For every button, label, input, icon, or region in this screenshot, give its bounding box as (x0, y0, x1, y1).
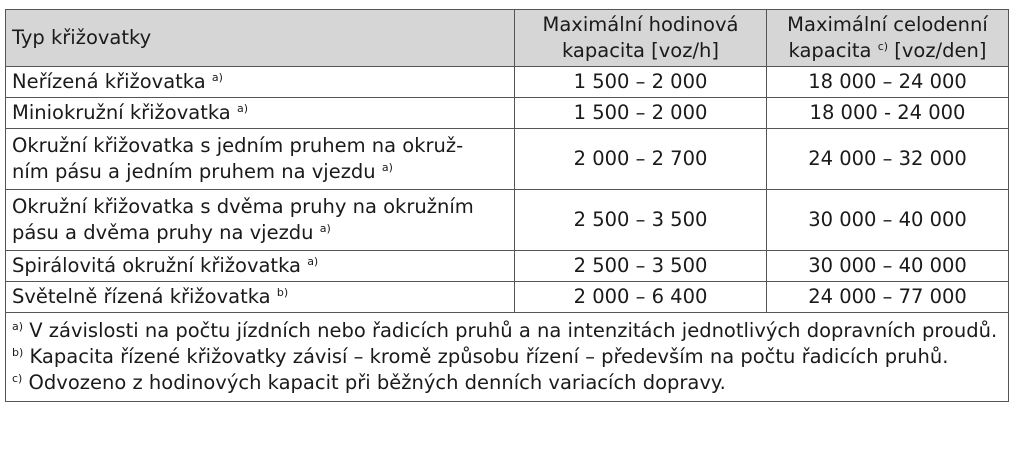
cell-hourly: 1 500 – 2 000 (515, 67, 767, 98)
cell-daily: 30 000 – 40 000 (767, 190, 1009, 251)
footnote-ref: c) (877, 40, 889, 53)
cell-daily: 18 000 – 24 000 (767, 67, 1009, 98)
footnotes-row (6, 313, 1009, 402)
table-header-row (6, 10, 1009, 67)
table-row (6, 190, 1009, 251)
cell-type: Světelně řízená křižovatka $^{b)}$ (6, 282, 515, 313)
cell-type: Spirálovitá okružní křižovatka $^{a)}$ (6, 251, 515, 282)
cell-hourly: 2 000 – 6 400 (515, 282, 767, 313)
footnote-ref: a) (319, 222, 331, 235)
cell-hourly: 2 500 – 3 500 (515, 190, 767, 251)
header-type: Typ křižovatky (6, 10, 515, 67)
table-row (6, 98, 1009, 129)
header-daily-capacity: Maximální celodenní kapacita $^{c)}$ [voz/den] (767, 10, 1009, 67)
table-row (6, 129, 1009, 190)
cell-type: Neřízená křižovatka $^{a)}$ (6, 67, 515, 98)
footnote-ref: a) (236, 102, 249, 115)
footnote-ref: b) (276, 286, 289, 299)
footnote-ref: a) (381, 161, 393, 174)
footnote-b: $^{b)}$ Kapacita řízené křižovatky závisí – kromě způsobu řízení – především na počtu řadicích pruhů. (12, 345, 949, 368)
footnote-ref: a) (211, 71, 223, 84)
table-row (6, 67, 1009, 98)
cell-type: Okružní křižovatka s dvěma pruhy na okružním pásu a dvěma pruhy na vjezdu $^{a)}$ (6, 190, 515, 251)
footnote-a: $^{a)}$ V závislosti na počtu jízdních nebo řadicích pruhů a na intenzitách jednotlivých dopravních proudů. (12, 319, 998, 342)
cell-daily: 30 000 – 40 000 (767, 251, 1009, 282)
capacity-table (5, 9, 1009, 402)
cell-type: Okružní křižovatka s jedním pruhem na okruž- ním pásu a jedním pruhem na vjezdu $^{a)}$ (6, 129, 515, 190)
header-hourly-capacity: Maximální hodinová kapacita [voz/h] (515, 10, 767, 67)
footnotes (6, 313, 1009, 402)
table-row (6, 282, 1009, 313)
cell-hourly: 2 500 – 3 500 (515, 251, 767, 282)
footnote-c: $^{c)}$ Odvozeno z hodinových kapacit při běžných denních variacích dopravy. (12, 371, 726, 394)
table-row (6, 251, 1009, 282)
cell-daily: 24 000 – 77 000 (767, 282, 1009, 313)
cell-hourly: 2 000 – 2 700 (515, 129, 767, 190)
footnote-ref: a) (307, 255, 319, 268)
cell-type: Miniokružní křižovatka $^{a)}$ (6, 98, 515, 129)
cell-daily: 18 000 - 24 000 (767, 98, 1009, 129)
cell-hourly: 1 500 – 2 000 (515, 98, 767, 129)
cell-daily: 24 000 – 32 000 (767, 129, 1009, 190)
